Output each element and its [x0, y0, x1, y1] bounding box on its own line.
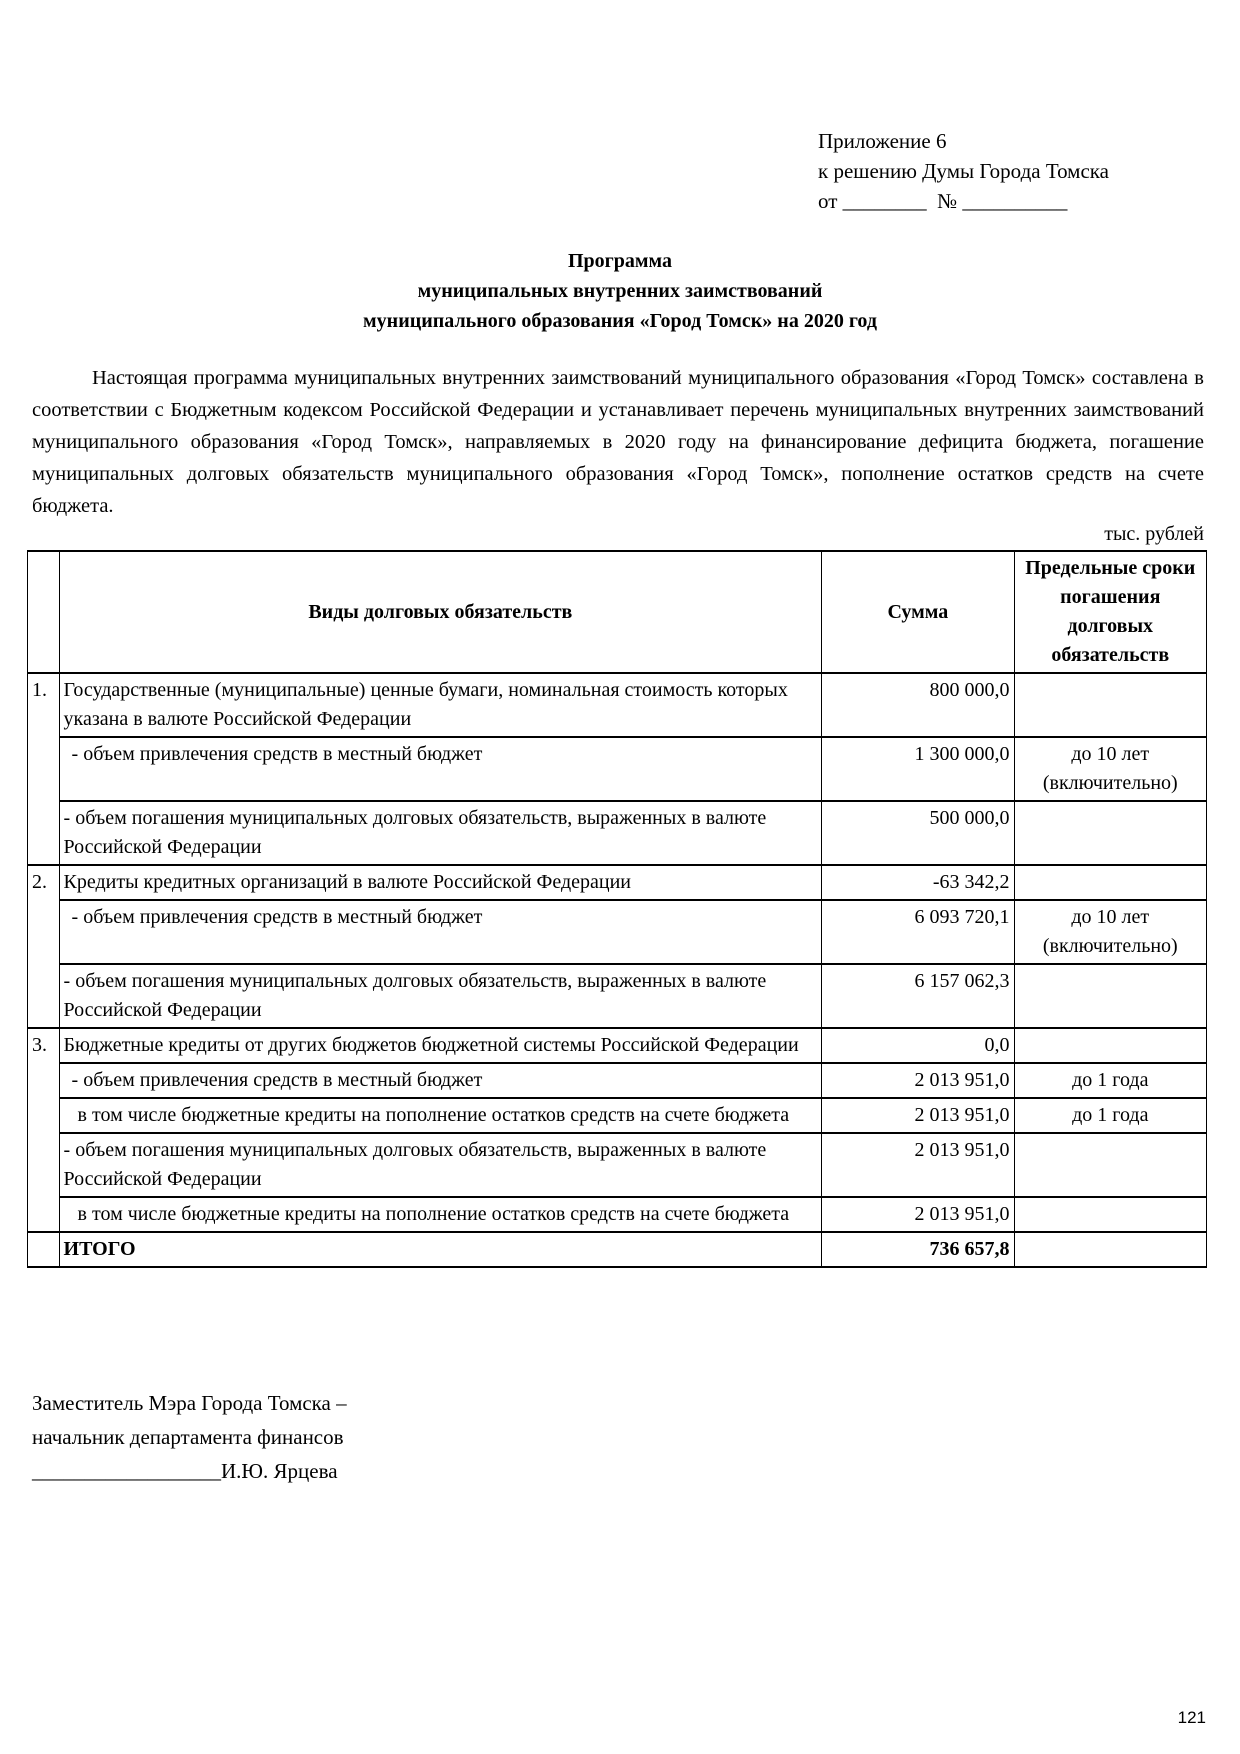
row-sum: 2 013 951,0	[822, 1098, 1014, 1133]
table-row	[28, 865, 1207, 900]
row-num	[28, 964, 60, 1028]
table-header-row	[28, 551, 1207, 673]
row-sum: 500 000,0	[822, 801, 1014, 865]
row-term	[1014, 964, 1206, 1028]
row-sum: 2 013 951,0	[822, 1197, 1014, 1232]
row-sum: 6 157 062,3	[822, 964, 1014, 1028]
row-desc	[59, 1063, 822, 1098]
total-label: ИТОГО	[59, 1232, 822, 1267]
total-row	[28, 1232, 1207, 1267]
row-desc	[59, 737, 822, 801]
signature-line-1: Заместитель Мэра Города Томска –	[32, 1391, 347, 1415]
row-term: до 10 лет (включительно)	[1014, 737, 1206, 801]
row-term	[1014, 865, 1206, 900]
row-desc: Государственные (муниципальные) ценные бумаги, номинальная стоимость которых указана в валюте Российской Федерации	[59, 673, 822, 737]
row-sum: 6 093 720,1	[822, 900, 1014, 964]
debt-table	[27, 550, 1207, 1268]
row-sum: 2 013 951,0	[822, 1133, 1014, 1197]
total-term	[1014, 1232, 1206, 1267]
table-row	[28, 1098, 1207, 1133]
row-term	[1014, 1133, 1206, 1197]
row-num: 2.	[28, 865, 60, 900]
row-desc: - объем погашения муниципальных долговых обязательств, выраженных в валюте Российской Федерации	[59, 1133, 822, 1197]
page-number: 121	[1177, 1708, 1206, 1727]
approval-line-3: от ________ № __________	[818, 189, 1068, 213]
row-num	[28, 1133, 60, 1197]
row-desc-text: - объем привлечения средств в местный бюджет	[71, 1069, 483, 1091]
signature-line-3: __________________И.Ю. Ярцева	[32, 1459, 338, 1483]
row-term: до 1 года	[1014, 1098, 1206, 1133]
table-row	[28, 737, 1207, 801]
row-term: до 10 лет (включительно)	[1014, 900, 1206, 964]
header-num	[28, 551, 60, 673]
row-sum: -63 342,2	[822, 865, 1014, 900]
row-num	[28, 801, 60, 865]
row-term: до 1 года	[1014, 1063, 1206, 1098]
signature-block	[32, 1386, 347, 1488]
row-desc: - объем погашения муниципальных долговых обязательств, выраженных в валюте Российской Федерации	[59, 801, 822, 865]
row-desc-text: в том числе бюджетные кредиты на пополнение остатков средств на счете бюджета	[77, 1203, 790, 1225]
signature-line-2: начальник департамента финансов	[32, 1425, 344, 1449]
intro-paragraph: Настоящая программа муниципальных внутренних заимствований муниципального образования «Город Томск» составлена в соответствии с Бюджетным кодексом Российской Федерации и устанавливает перечень муниципальных внутренних заимствований муниципального образования «Город Томск», направляемых в 2020 году на финансирование дефицита бюджета, погашение муниципальных долговых обязательств муниципального образования «Город Томск», пополнение остатков средств на счете бюджета.	[32, 367, 1204, 517]
table-row	[28, 964, 1207, 1028]
row-term	[1014, 673, 1206, 737]
approval-line-1: Приложение 6	[818, 129, 947, 153]
total-num	[28, 1232, 60, 1267]
table-row	[28, 673, 1207, 737]
row-num: 3.	[28, 1028, 60, 1063]
row-num	[28, 1063, 60, 1098]
row-num: 1.	[28, 673, 60, 737]
row-term	[1014, 1028, 1206, 1063]
header-term: Предельные сроки погашения долговых обязательств	[1014, 551, 1206, 673]
row-sum: 2 013 951,0	[822, 1063, 1014, 1098]
approval-line-2: к решению Думы Города Томска	[818, 159, 1109, 183]
row-num	[28, 1197, 60, 1232]
table-row	[28, 1133, 1207, 1197]
table-row	[28, 1063, 1207, 1098]
row-num	[28, 900, 60, 964]
row-desc-text: - объем привлечения средств в местный бюджет	[71, 906, 483, 928]
row-sum: 1 300 000,0	[822, 737, 1014, 801]
row-desc: Кредиты кредитных организаций в валюте Российской Федерации	[59, 865, 822, 900]
header-kind: Виды долговых обязательств	[59, 551, 822, 673]
table-row	[28, 1197, 1207, 1232]
row-desc	[59, 900, 822, 964]
row-num	[28, 737, 60, 801]
approval-block	[818, 126, 1109, 216]
row-sum: 800 000,0	[822, 673, 1014, 737]
header-sum: Сумма	[822, 551, 1014, 673]
row-desc: Бюджетные кредиты от других бюджетов бюджетной системы Российской Федерации	[59, 1028, 822, 1063]
row-term	[1014, 801, 1206, 865]
row-num	[28, 1098, 60, 1133]
total-sum: 736 657,8	[822, 1232, 1014, 1267]
row-desc	[59, 1197, 822, 1232]
row-desc	[59, 1098, 822, 1133]
row-sum: 0,0	[822, 1028, 1014, 1063]
row-term	[1014, 1197, 1206, 1232]
title-line-3: муниципального образования «Город Томск» на 2020 год	[363, 310, 877, 332]
table-row	[28, 1028, 1207, 1063]
units-label: тыс. рублей	[1104, 523, 1204, 545]
row-desc-text: - объем привлечения средств в местный бюджет	[71, 743, 483, 765]
row-desc-text: в том числе бюджетные кредиты на пополнение остатков средств на счете бюджета	[77, 1104, 790, 1126]
document-title	[0, 246, 1240, 336]
row-desc: - объем погашения муниципальных долговых обязательств, выраженных в валюте Российской Федерации	[59, 964, 822, 1028]
title-line-2: муниципальных внутренних заимствований	[417, 280, 823, 302]
table-row	[28, 900, 1207, 964]
table-row	[28, 801, 1207, 865]
title-line-1: Программа	[568, 250, 672, 272]
